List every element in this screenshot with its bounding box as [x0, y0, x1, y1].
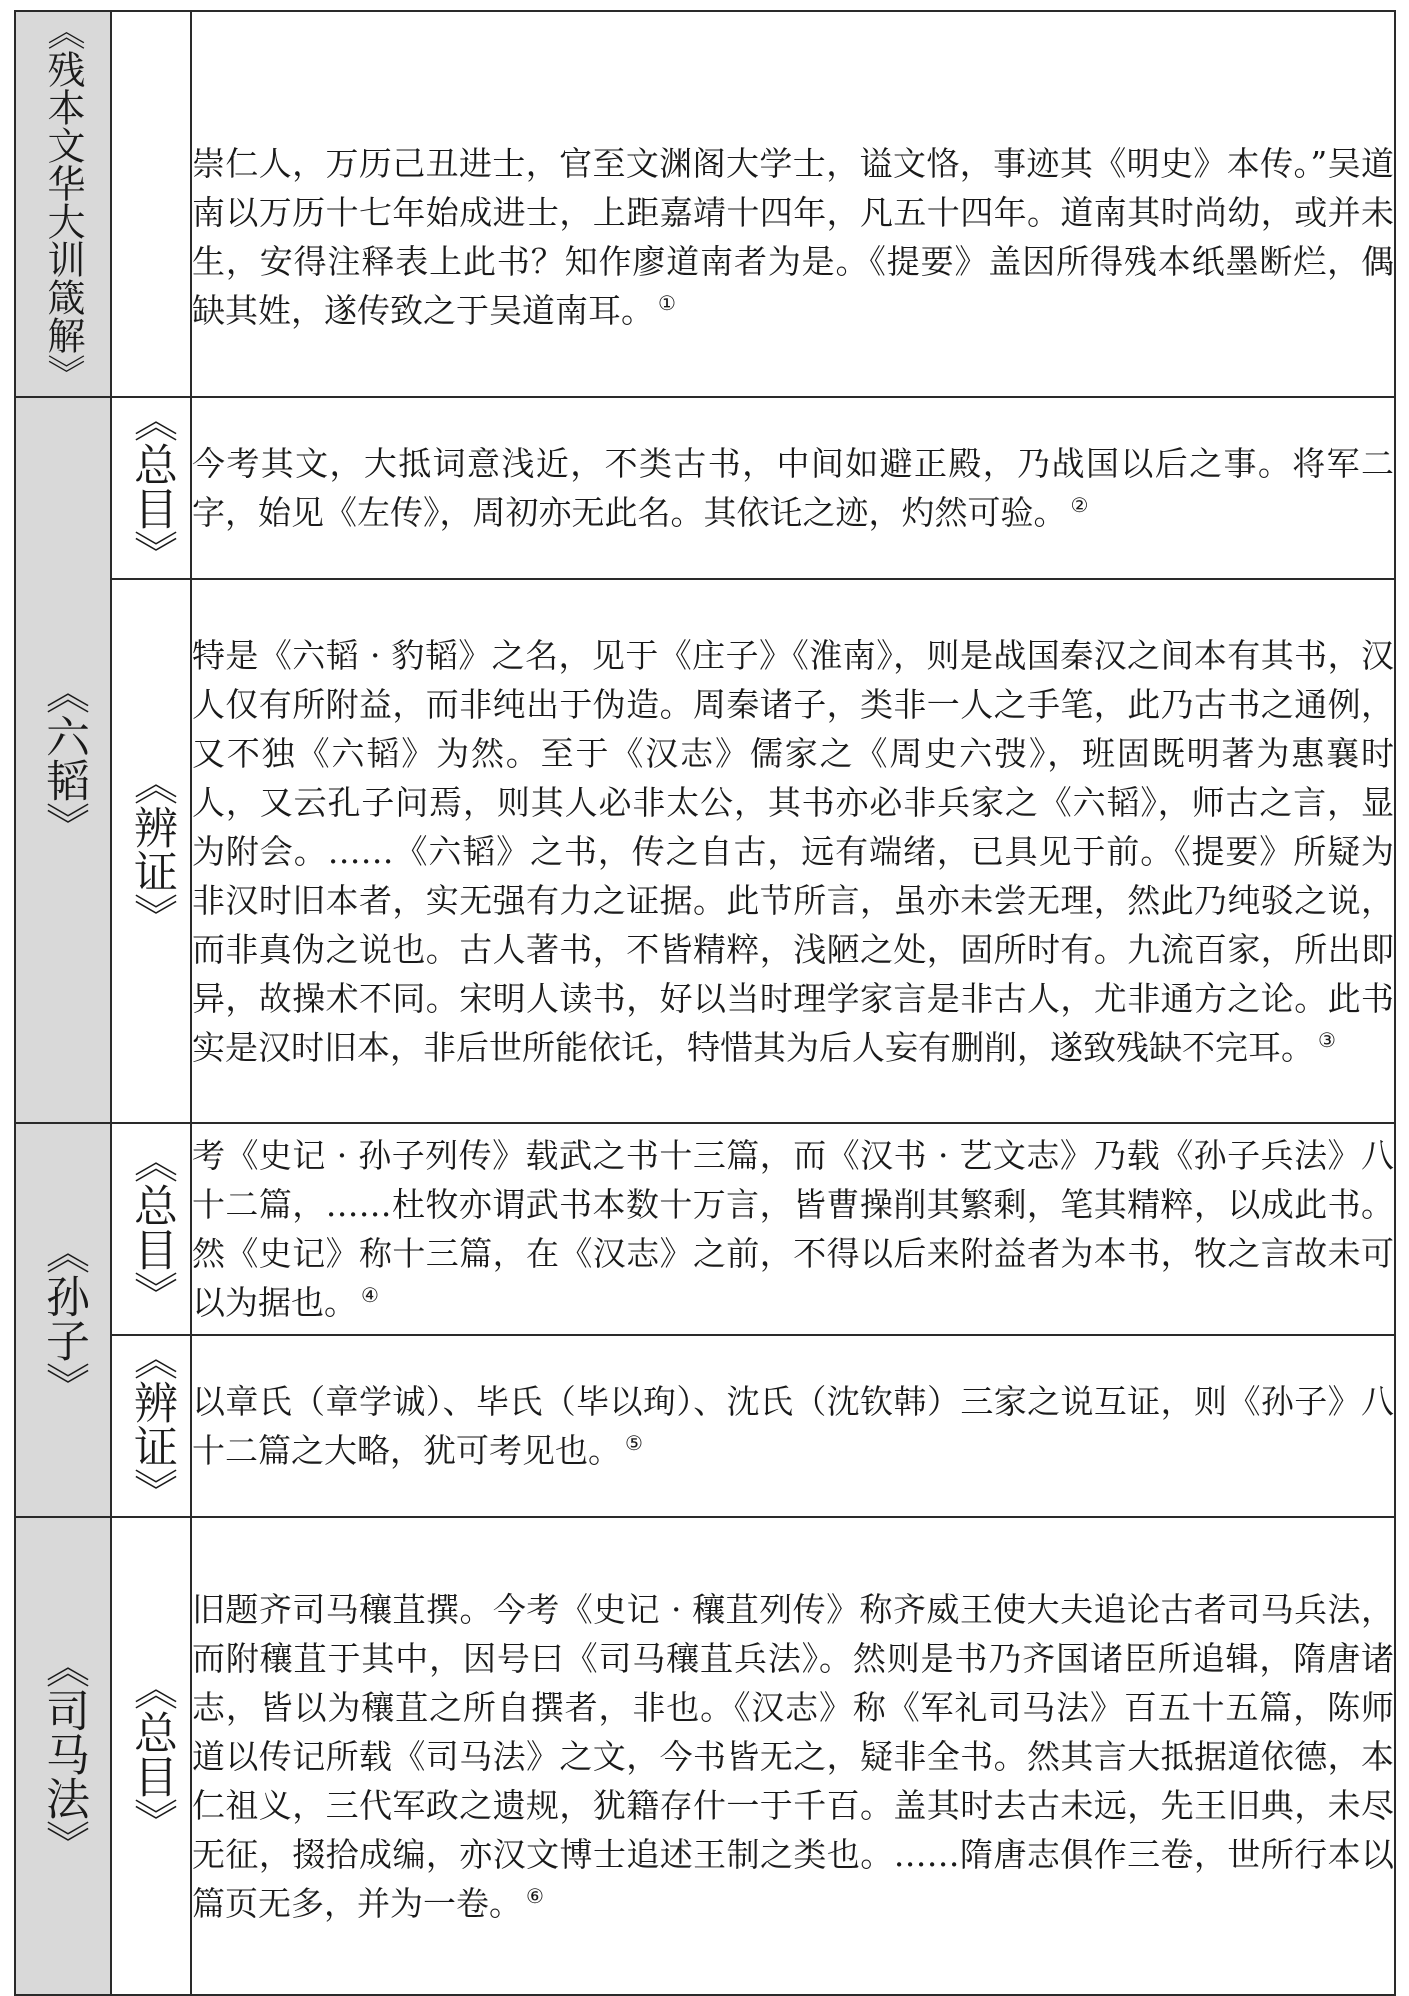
book-title-cell [15, 11, 111, 397]
table-row [15, 579, 1395, 1123]
table-row [15, 1123, 1395, 1335]
table-row [15, 1335, 1395, 1517]
comparison-table [14, 10, 1396, 1996]
source-label: 《总目》 [126, 1666, 177, 1842]
passage-text: 旧题齐司马穰苴撰。今考《史记 · 穰苴列传》称齐威王使大夫追论古者司马兵法，而附穰苴于其中，因号曰《司马穰苴兵法》。然则是书乃齐国诸臣所追辑，隋唐诸志，皆以为穰苴之所自撰者，非也。《汉志》称《军礼司马法》百五十五篇，陈师道以传记所载《司马法》之文，今书皆无之，疑非全书。然其言大抵据道依德，本仁祖义，三代军政之遗规，犹籍存什一于千百。盖其时去古未远，先王旧典，未尽无征，掇拾成编，亦汉文博士追述王制之类也。……隋唐志俱作三卷，世所行本以篇页无多，并为一卷。 [192, 1589, 1394, 1923]
footnote-marker: ① [658, 291, 676, 315]
passage-cell [191, 1123, 1395, 1335]
passage-cell [191, 1517, 1395, 1995]
footnote-marker: ⑤ [625, 1431, 643, 1455]
source-label: 《辨证》 [126, 761, 177, 937]
footnote-marker: ④ [361, 1283, 379, 1307]
passage-text: 考《史记 · 孙子列传》载武之书十三篇，而《汉书 · 艺文志》乃载《孙子兵法》八十二篇，……杜牧亦谓武书本数十万言，皆曹操削其繁剩，笔其精粹，以成此书。然《史记》称十三篇，在《汉志》之前，不得以后来附益者为本书，牧之言故未可以为据也。 [192, 1136, 1394, 1322]
book-title-cell [15, 1517, 111, 1995]
source-cell [111, 11, 191, 397]
passage-cell [191, 1335, 1395, 1517]
source-cell [111, 1517, 191, 1995]
source-cell [111, 1335, 191, 1517]
passage-text: 今考其文，大抵词意浅近，不类古书，中间如避正殿，乃战国以后之事。将军二字，始见《左传》，周初亦无此名。其依讬之迹，灼然可验。 [192, 444, 1394, 532]
table-row [15, 1517, 1395, 1995]
footnote-marker: ② [1070, 493, 1089, 517]
source-label: 《总目》 [126, 398, 177, 574]
passage-text: 以章氏（章学诚）、毕氏（毕以珣）、沈氏（沈钦韩）三家之说互证，则《孙子》八十二篇之大略，犹可考见也。 [192, 1382, 1394, 1470]
source-cell [111, 397, 191, 579]
book-title: 《残本文华大训箴解》 [41, 12, 85, 392]
source-cell [111, 1123, 191, 1335]
passage-cell [191, 397, 1395, 579]
passage-text: 崇仁人，万历己丑进士，官至文渊阁大学士，谥文恪，事迹其《明史》本传。”吴道南以万历十七年始成进士，上距嘉靖十四年，凡五十四年。道南其时尚幼，或并未生，安得注释表上此书？知作廖道南者为是。《提要》盖因所得残本纸墨断烂，偶缺其姓，遂传致之于吴道南耳。 [192, 144, 1394, 330]
footnote-marker: ⑥ [526, 1883, 544, 1908]
book-title-cell [15, 1123, 111, 1517]
passage-cell [191, 579, 1395, 1123]
book-title: 《孙子》 [38, 1230, 89, 1406]
passage-text: 特是《六韬 · 豹韬》之名，见于《庄子》《淮南》，则是战国秦汉之间本有其书，汉人仅有所附益，而非纯出于伪造。周秦诸子，类非一人之手笔，此乃古书之通例，又不独《六韬》为然。至于《汉志》儒家之《周史六弢》，班固既明著为惠襄时人，又云孔子问焉，则其人必非太公，其书亦必非兵家之《六韬》，师古之言，显为附会。……《六韬》之书，传之自古，远有端绪，已具见于前。《提要》所疑为非汉时旧本者，实无强有力之证据。此节所言，虽亦未尝无理，然此乃纯驳之说，而非真伪之说也。古人著书，不皆精粹，浅陋之处，固所时有。九流百家，所出即异，故操术不同。宋明人读书，好以当时理学家言是非古人，尤非通方之论。此书实是汉时旧本，非后世所能依讬，特惜其为后人妄有删削，遂致残缺不完耳。 [192, 635, 1394, 1067]
source-label: 《总目》 [126, 1139, 177, 1315]
passage-cell [191, 11, 1395, 397]
table-row [15, 11, 1395, 397]
book-title-cell [15, 397, 111, 1123]
footnote-marker: ③ [1318, 1027, 1336, 1052]
book-title: 《六韬》 [38, 670, 89, 846]
source-cell [111, 579, 191, 1123]
table-row [15, 397, 1395, 579]
book-title: 《司马法》 [38, 1644, 89, 1864]
source-label: 《辨证》 [126, 1336, 177, 1512]
